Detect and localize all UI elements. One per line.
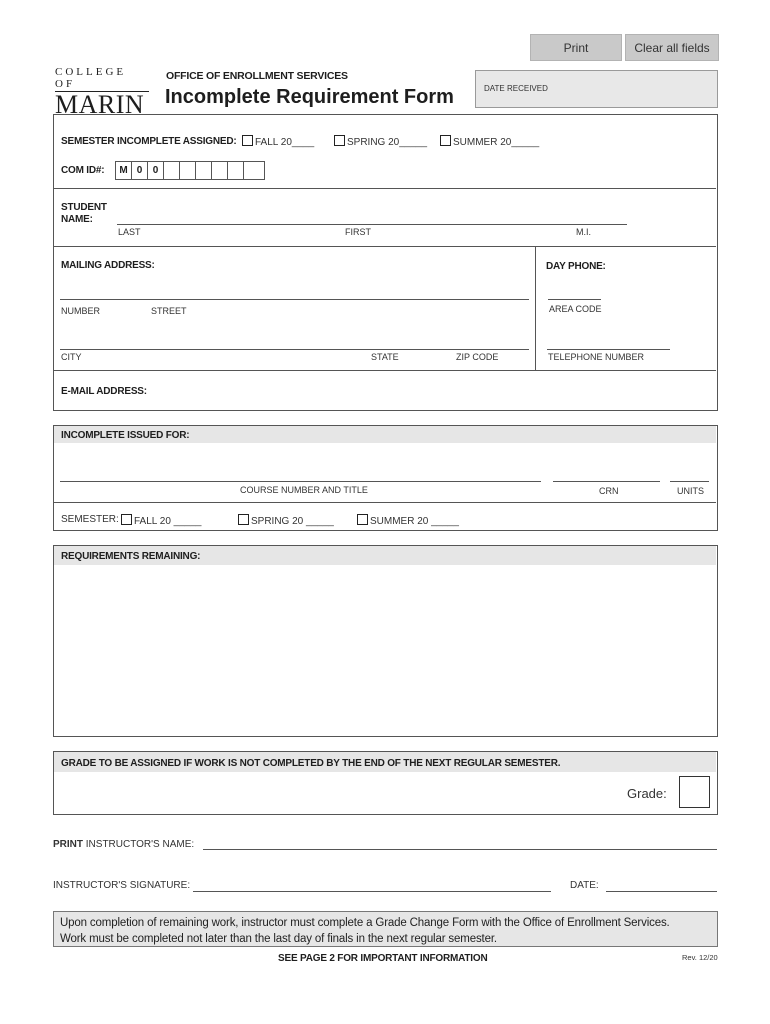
date-input[interactable] (606, 891, 717, 892)
instructor-name-label: PRINT INSTRUCTOR'S NAME: (53, 839, 195, 850)
units-input[interactable] (670, 481, 709, 482)
divider (54, 370, 716, 371)
state-label: STATE (371, 352, 399, 362)
requirements-section[interactable] (53, 545, 718, 737)
fall-option[interactable]: FALL 20 _____ (121, 514, 201, 527)
com-id-field[interactable] (115, 161, 265, 180)
checkbox-icon[interactable] (238, 514, 249, 525)
clear-all-fields-button[interactable]: Clear all fields (625, 34, 719, 61)
logo-bottom-text: MARIN (55, 90, 145, 119)
divider (535, 247, 536, 370)
fall-option[interactable]: FALL 20____ (242, 135, 314, 148)
com-id-cell (164, 162, 180, 179)
office-name: OFFICE OF ENROLLMENT SERVICES (166, 70, 348, 82)
com-id-cell (196, 162, 212, 179)
area-code-input[interactable] (548, 299, 601, 300)
zip-code-label: ZIP CODE (456, 352, 499, 362)
middle-initial-label: M.I. (576, 227, 591, 237)
student-name-label: STUDENT NAME: (61, 202, 107, 225)
crn-label: CRN (599, 486, 619, 496)
email-label: E-MAIL ADDRESS: (61, 386, 147, 397)
street-label: STREET (151, 306, 187, 316)
com-id-cell: 0 (148, 162, 164, 179)
com-id-cell: M (116, 162, 132, 179)
student-name-input[interactable] (117, 224, 627, 225)
semester-assigned-label: SEMESTER INCOMPLETE ASSIGNED: (61, 136, 237, 147)
print-button[interactable]: Print (530, 34, 622, 61)
units-label: UNITS (677, 486, 704, 496)
summer-option[interactable]: SUMMER 20_____ (440, 135, 539, 148)
completion-notice (53, 911, 718, 947)
telephone-label: TELEPHONE NUMBER (548, 352, 645, 362)
grade-label: Grade: (627, 786, 667, 801)
com-id-cell (212, 162, 228, 179)
semester-label: SEMESTER: (61, 514, 119, 525)
checkbox-icon[interactable] (242, 135, 253, 146)
grade-header: GRADE TO BE ASSIGNED IF WORK IS NOT COMPLETED BY THE END OF THE NEXT REGULAR SEMESTER. (61, 758, 561, 769)
day-phone-label: DAY PHONE: (546, 261, 606, 272)
grade-input[interactable] (679, 776, 710, 808)
last-name-label: LAST (118, 227, 141, 237)
spring-option[interactable]: SPRING 20_____ (334, 135, 427, 148)
requirements-header: REQUIREMENTS REMAINING: (61, 551, 201, 562)
com-id-cell (180, 162, 196, 179)
divider (54, 502, 716, 503)
checkbox-icon[interactable] (357, 514, 368, 525)
first-name-label: FIRST (345, 227, 371, 237)
com-id-cell: 0 (132, 162, 148, 179)
street-address-input[interactable] (60, 299, 529, 300)
notice-line-1: Upon completion of remaining work, instructor must complete a Grade Change Form with the Office of Enrollment Services. (60, 917, 670, 929)
form-title: Incomplete Requirement Form (165, 86, 454, 108)
com-id-cell (228, 162, 244, 179)
checkbox-icon[interactable] (440, 135, 451, 146)
com-id-cell (244, 162, 263, 179)
date-received-field[interactable] (475, 70, 718, 108)
incomplete-issued-header: INCOMPLETE ISSUED FOR: (61, 430, 190, 441)
telephone-input[interactable] (547, 349, 670, 350)
college-logo (55, 66, 149, 118)
logo-top-text: COLLEGE OF (55, 66, 149, 92)
divider (54, 246, 716, 247)
city-state-zip-input[interactable] (60, 349, 529, 350)
divider (54, 188, 716, 189)
mailing-address-label: MAILING ADDRESS: (61, 260, 155, 271)
instructor-name-input[interactable] (203, 849, 717, 850)
see-page-2-note: SEE PAGE 2 FOR IMPORTANT INFORMATION (278, 953, 488, 964)
date-label: DATE: (570, 880, 599, 891)
instructor-signature-input[interactable] (193, 891, 551, 892)
number-label: NUMBER (61, 306, 101, 316)
crn-input[interactable] (553, 481, 660, 482)
date-received-label: DATE RECEIVED (484, 84, 548, 93)
area-code-label: AREA CODE (549, 304, 602, 314)
checkbox-icon[interactable] (121, 514, 132, 525)
spring-option[interactable]: SPRING 20 _____ (238, 514, 334, 527)
checkbox-icon[interactable] (334, 135, 345, 146)
summer-option[interactable]: SUMMER 20 _____ (357, 514, 459, 527)
course-label: COURSE NUMBER AND TITLE (240, 485, 368, 495)
notice-line-2: Work must be completed not later than the last day of finals in the next regular semester. (60, 933, 497, 945)
city-label: CITY (61, 352, 82, 362)
com-id-label: COM ID#: (61, 165, 105, 176)
course-input[interactable] (60, 481, 541, 482)
revision-label: Rev. 12/20 (682, 953, 718, 962)
instructor-signature-label: INSTRUCTOR'S SIGNATURE: (53, 880, 191, 891)
